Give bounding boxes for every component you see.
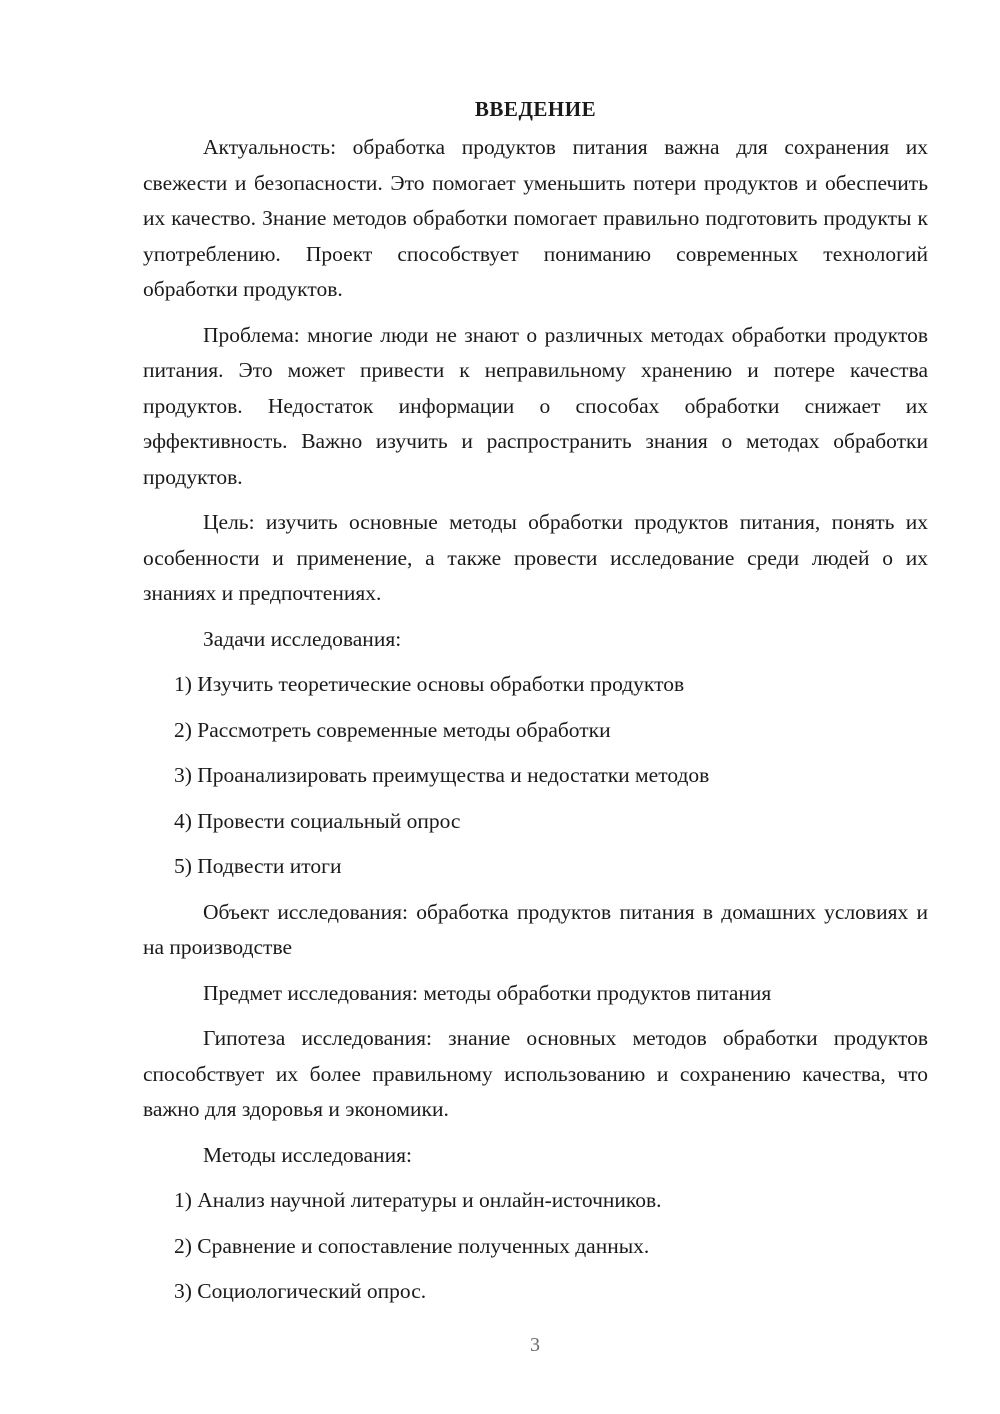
method-item: 1) Анализ научной литературы и онлайн-источников. [174,1188,662,1212]
task-item: 4) Провести социальный опрос [174,808,461,833]
method-item: 3) Социологический опрос. [174,1279,427,1303]
task-item: 3) Проанализировать преимущества и недостатки методов [174,763,710,787]
section-title: ВВЕДЕНИЕ [474,97,597,121]
methods-label: Методы исследования: [203,1142,412,1167]
method-item: 2) Сравнение и сопоставление полученных данных. [174,1233,650,1258]
document-page [143,94,928,1320]
object-paragraph: Объект исследования: обработка продуктов питания в домашних условиях и на производстве [143,899,928,959]
relevance-paragraph: Актуальность: обработка продуктов питания важна для сохранения их свежести и безопасности. Это помогает уменьшить потери продуктов и обеспечить их качество. Знание методов обработки помогает правильно подготовить продукты к употреблению. Проект способствует пониманию современных технологий обработки продуктов. [143,135,928,301]
task-item: 2) Рассмотреть современные методы обработки [174,717,611,742]
task-item: 1) Изучить теоретические основы обработки продуктов [174,672,685,696]
methods-list [143,1183,928,1310]
task-item: 5) Подвести итоги [174,854,342,878]
problem-paragraph: Проблема: многие люди не знают о различных методах обработки продуктов питания. Это может привести к неправильному хранению и потере качества продуктов. Недостаток информации о способах обработки снижает их эффективность. Важно изучить и распространить знания о методах обработки продуктов. [143,322,928,489]
tasks-label: Задачи исследования: [203,626,402,651]
subject-paragraph: Предмет исследования: методы обработки продуктов питания [203,980,772,1005]
hypothesis-paragraph: Гипотеза исследования: знание основных методов обработки продуктов способствует их более правильному использованию и сохранению качества, что важно для здоровья и экономики. [143,1026,928,1121]
page-number: 3 [530,1334,540,1356]
tasks-list [143,667,928,885]
goal-paragraph: Цель: изучить основные методы обработки продуктов питания, понять их особенности и применение, а также провести исследование среди людей о их знаниях и предпочтениях. [143,510,928,605]
